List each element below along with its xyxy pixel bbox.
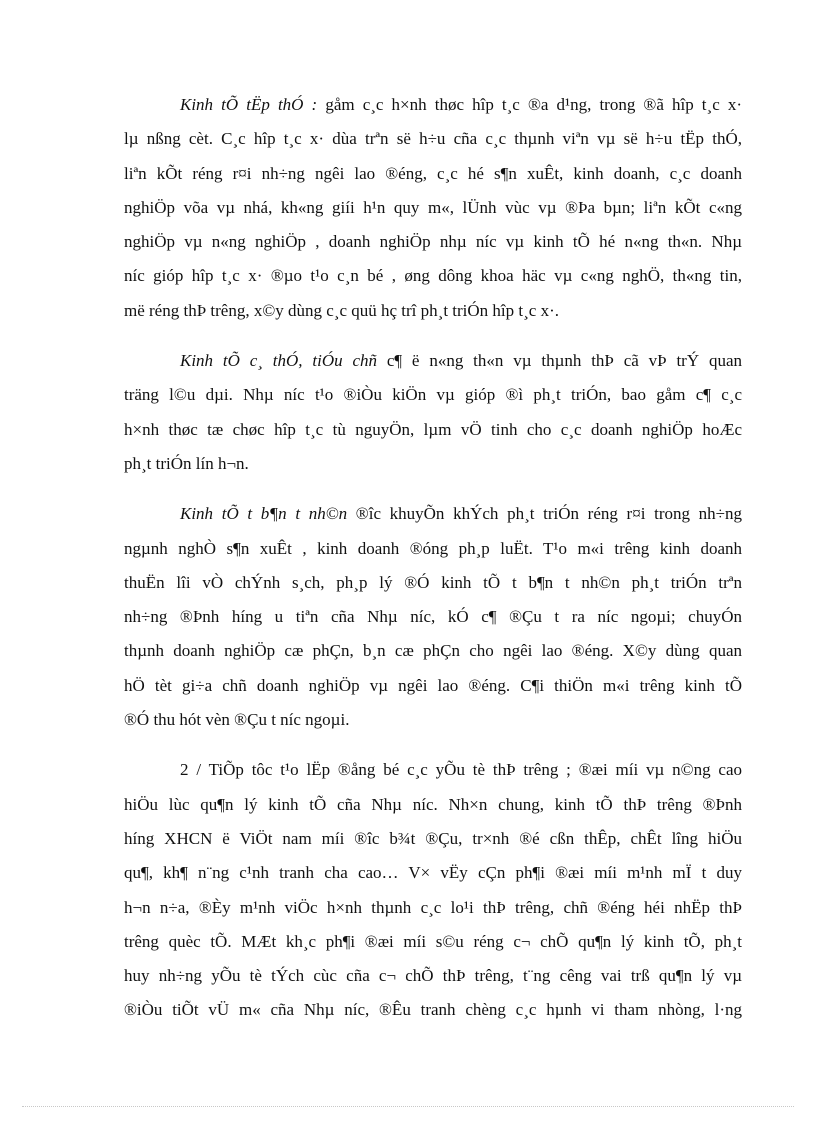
text-line: Kinh tÕ tËp thÓ : gåm c¸c h×nh thøc hîp t¸c ®a d¹ng, trong ®ã hîp t¸c x· bbox=[180, 95, 742, 114]
page-bottom-divider bbox=[22, 1106, 794, 1107]
text-line: liªn kÕt réng r¤i nh÷ng ngêi lao ®éng, c¸c hé s¶n xuÊt, kinh doanh, c¸c doanh bbox=[124, 163, 742, 183]
text-line: träng l©u dµi. Nhµ níc t¹o ®iÒu kiÖn vµ gióp ®ì ph¸t triÓn, bao gåm c¶ c¸c bbox=[124, 385, 742, 405]
text-line: më réng thÞ trêng, x©y dùng c¸c quü hç trî ph¸t triÓn hîp t¸c x·. bbox=[124, 300, 559, 320]
text-line: ®iÒu tiÕt vÜ m« cña Nhµ níc, ®Êu tranh chèng c¸c hµnh vi tham nhòng, l·ng bbox=[124, 1000, 742, 1020]
text-line: Kinh tÕ c¸ thÓ, tiÓu chñ c¶ ë n«ng th«n vµ thµnh thÞ cã vÞ trÝ quan bbox=[180, 351, 742, 371]
text-line: huy nh÷ng yÕu tè tÝch cùc cña c¬ chÕ thÞ trêng, t¨ng cêng vai trß qu¶n lý vµ bbox=[124, 966, 742, 986]
text-line: thuËn lîi vÒ chÝnh s¸ch, ph¸p lý ®Ó kinh tÕ t b¶n t nh©n ph¸t triÓn trªn bbox=[124, 572, 742, 592]
text-line: hÖ tèt gi÷a chñ doanh nghiÖp vµ ngêi lao ®éng. C¶i thiÖn m«i trêng kinh tÕ bbox=[124, 675, 742, 695]
text-line: 2 / TiÕp tôc t¹o lËp ®ång bé c¸c yÕu tè thÞ trêng ; ®æi míi vµ n©ng cao bbox=[180, 760, 742, 780]
text-line: hiÖu lùc qu¶n lý kinh tÕ cña Nhµ níc. Nh×n chung, kinh tÕ thÞ trêng ®Þnh bbox=[124, 794, 742, 814]
paragraph-private-capital-economy bbox=[124, 497, 742, 737]
text-line: nghiÖp vµ n«ng nghiÖp , doanh nghiÖp nhµ níc vµ kinh tÕ hé n«ng th«n. Nhµ bbox=[124, 232, 742, 252]
text-line: ®Ó thu hót vèn ®Çu t níc ngoµi. bbox=[124, 710, 350, 730]
text-line: níc gióp hîp t¸c x· ®µo t¹o c¸n bé , øng dông khoa häc vµ c«ng nghÖ, th«ng tin, bbox=[124, 266, 742, 286]
text-line: nh÷ng ®Þnh híng u tiªn cña Nhµ níc, kÓ c¶ ®Çu t ra níc ngoµi; chuyÓn bbox=[124, 607, 742, 627]
text-line: trêng quèc tÕ. MÆt kh¸c ph¶i ®æi míi s©u réng c¬ chÕ qu¶n lý kinh tÕ, ph¸t bbox=[124, 931, 742, 951]
text-line: h¬n n÷a, ®Èy m¹nh viÖc h×nh thµnh c¸c lo¹i thÞ trêng, chñ ®éng héi nhËp thÞ bbox=[124, 897, 742, 917]
paragraph-heading: Kinh tÕ t b¶n t nh©n bbox=[180, 504, 348, 524]
document-body bbox=[124, 88, 742, 1044]
text-line: Kinh tÕ t b¶n t nh©n ®îc khuyÕn khÝch ph¸t triÓn réng r¤i trong nh÷ng bbox=[180, 504, 742, 524]
text-line: lµ nßng cèt. C¸c hîp t¸c x· dùa trªn së h÷u cña c¸c thµnh viªn vµ së h÷u tËp thÓ, bbox=[124, 129, 742, 149]
text-line: ngµnh nghÒ s¶n xuÊt , kinh doanh ®óng ph¸p luËt. T¹o m«i trêng kinh doanh bbox=[124, 538, 742, 558]
text-line: qu¶, kh¶ n¨ng c¹nh tranh cha cao… V× vËy cÇn ph¶i ®æi míi m¹nh mÏ t duy bbox=[124, 863, 742, 883]
paragraph-heading: Kinh tÕ tËp thÓ : bbox=[180, 95, 318, 114]
text-line: h×nh thøc tæ chøc hîp t¸c tù nguyÖn, lµm vÖ tinh cho c¸c doanh nghiÖp hoÆc bbox=[124, 419, 742, 439]
text-line: híng XHCN ë ViÖt nam míi ®îc b¾t ®Çu, tr×nh ®é cßn thÊp, chÊt lîng hiÖu bbox=[124, 828, 742, 848]
paragraph-collective-economy bbox=[124, 88, 742, 328]
paragraph-market-factors bbox=[124, 753, 742, 1027]
paragraph-individual-economy bbox=[124, 344, 742, 481]
text-line: nghiÖp võa vµ nhá, kh«ng giíi h¹n quy m«, lÜnh vùc vµ ®Þa bµn; liªn kÕt c«ng bbox=[124, 197, 742, 217]
text-line: ph¸t triÓn lín h¬n. bbox=[124, 453, 249, 473]
text-line: thµnh doanh nghiÖp cæ phÇn, b¸n cæ phÇn cho ngêi lao ®éng. X©y dùng quan bbox=[124, 641, 742, 661]
paragraph-heading: Kinh tÕ c¸ thÓ, tiÓu chñ bbox=[180, 351, 377, 371]
